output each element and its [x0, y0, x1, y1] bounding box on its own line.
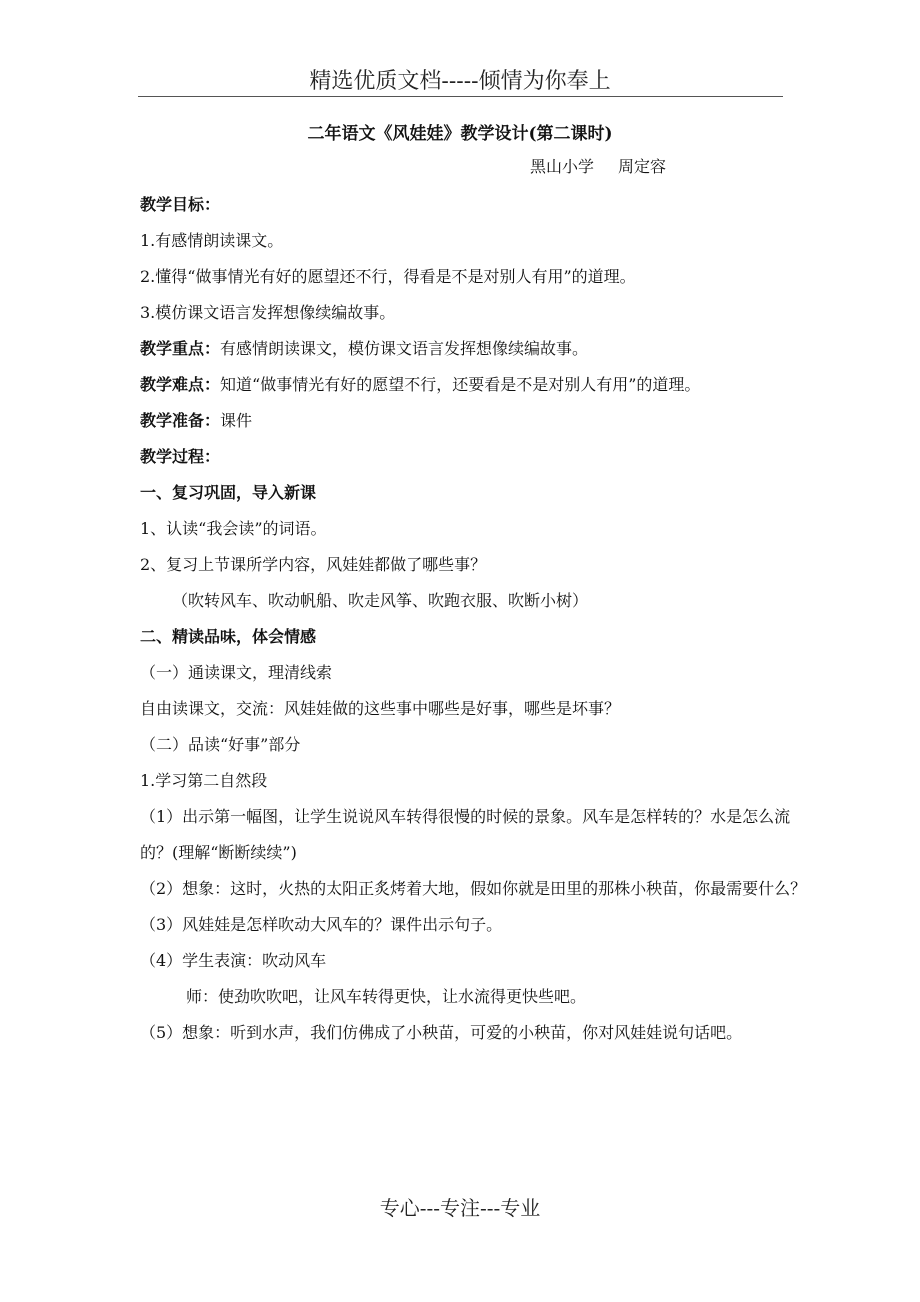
- preparation: [140, 403, 808, 439]
- header-rule: [138, 96, 783, 97]
- document-body: [140, 187, 808, 1051]
- difficulty: [140, 367, 808, 403]
- objective-item: 1.有感情朗读课文。: [140, 231, 284, 250]
- key-point: [140, 331, 808, 367]
- key-point-text: 有感情朗读课文，模仿课文语言发挥想像续编故事。: [220, 339, 589, 358]
- objectives-heading: 教学目标：: [140, 195, 221, 214]
- section2-sub1: （一）通读课文，理清线索: [140, 663, 333, 682]
- document-title: 二年语文《风娃娃》教学设计(第二课时): [307, 124, 613, 144]
- school-name: 黑山小学: [530, 157, 595, 176]
- section2-item5: （5）想象：听到水声，我们仿佛成了小秧苗，可爱的小秧苗，你对风娃娃说句话吧。: [140, 1023, 743, 1042]
- objective-item: 3.模仿课文语言发挥想像续编故事。: [140, 303, 396, 322]
- section2-item: （3）风娃娃是怎样吹动大风车的？课件出示句子。: [140, 915, 503, 934]
- section1-heading: 一、复习巩固，导入新课: [140, 483, 317, 502]
- page-footer: 专心---专注---专业: [379, 1196, 541, 1220]
- section2-step1: 1.学习第二自然段: [140, 771, 268, 790]
- process-heading: 教学过程：: [140, 447, 221, 466]
- section2-item: （4）学生表演：吹动风车: [140, 951, 327, 970]
- author-name: 周定容: [618, 157, 667, 176]
- section2-heading: 二、精读品味，体会情感: [140, 627, 317, 646]
- section2-sub2: （二）品读“好事”部分: [140, 735, 301, 754]
- difficulty-text: 知道“做事情光有好的愿望不行，还要看是不是对别人有用”的道理。: [220, 375, 701, 394]
- teacher-line: 师：使劲吹吹吧，让风车转得更快，让水流得更快些吧。: [186, 987, 587, 1006]
- key-point-label: 教学重点：: [140, 339, 221, 358]
- section1-line: 2、复习上节课所学内容，风娃娃都做了哪些事？: [140, 555, 487, 574]
- section2-item: （1）出示第一幅图，让学生说说风车转得很慢的时候的景象。风车是怎样转的？水是怎么流的？(理解“断断续续”): [140, 807, 791, 862]
- objective-item: 2.懂得“做事情光有好的愿望还不行，得看是不是对别人有用”的道理。: [140, 267, 636, 286]
- section2-item: （2）想象：这时，火热的太阳正炙烤着大地，假如你就是田里的那株小秧苗，你最需要什么？: [140, 879, 807, 898]
- difficulty-label: 教学难点：: [140, 375, 221, 394]
- page-header: 精选优质文档-----倾情为你奉上: [309, 69, 611, 94]
- byline: [530, 154, 666, 177]
- section1-note: （吹转风车、吹动帆船、吹走风筝、吹跑衣服、吹断小树）: [172, 591, 589, 610]
- preparation-text: 课件: [220, 411, 253, 430]
- section2-sub1-text: 自由读课文，交流：风娃娃做的这些事中哪些是好事，哪些是坏事？: [140, 699, 621, 718]
- preparation-label: 教学准备：: [140, 411, 221, 430]
- section1-line: 1、认读“我会读”的词语。: [140, 519, 327, 538]
